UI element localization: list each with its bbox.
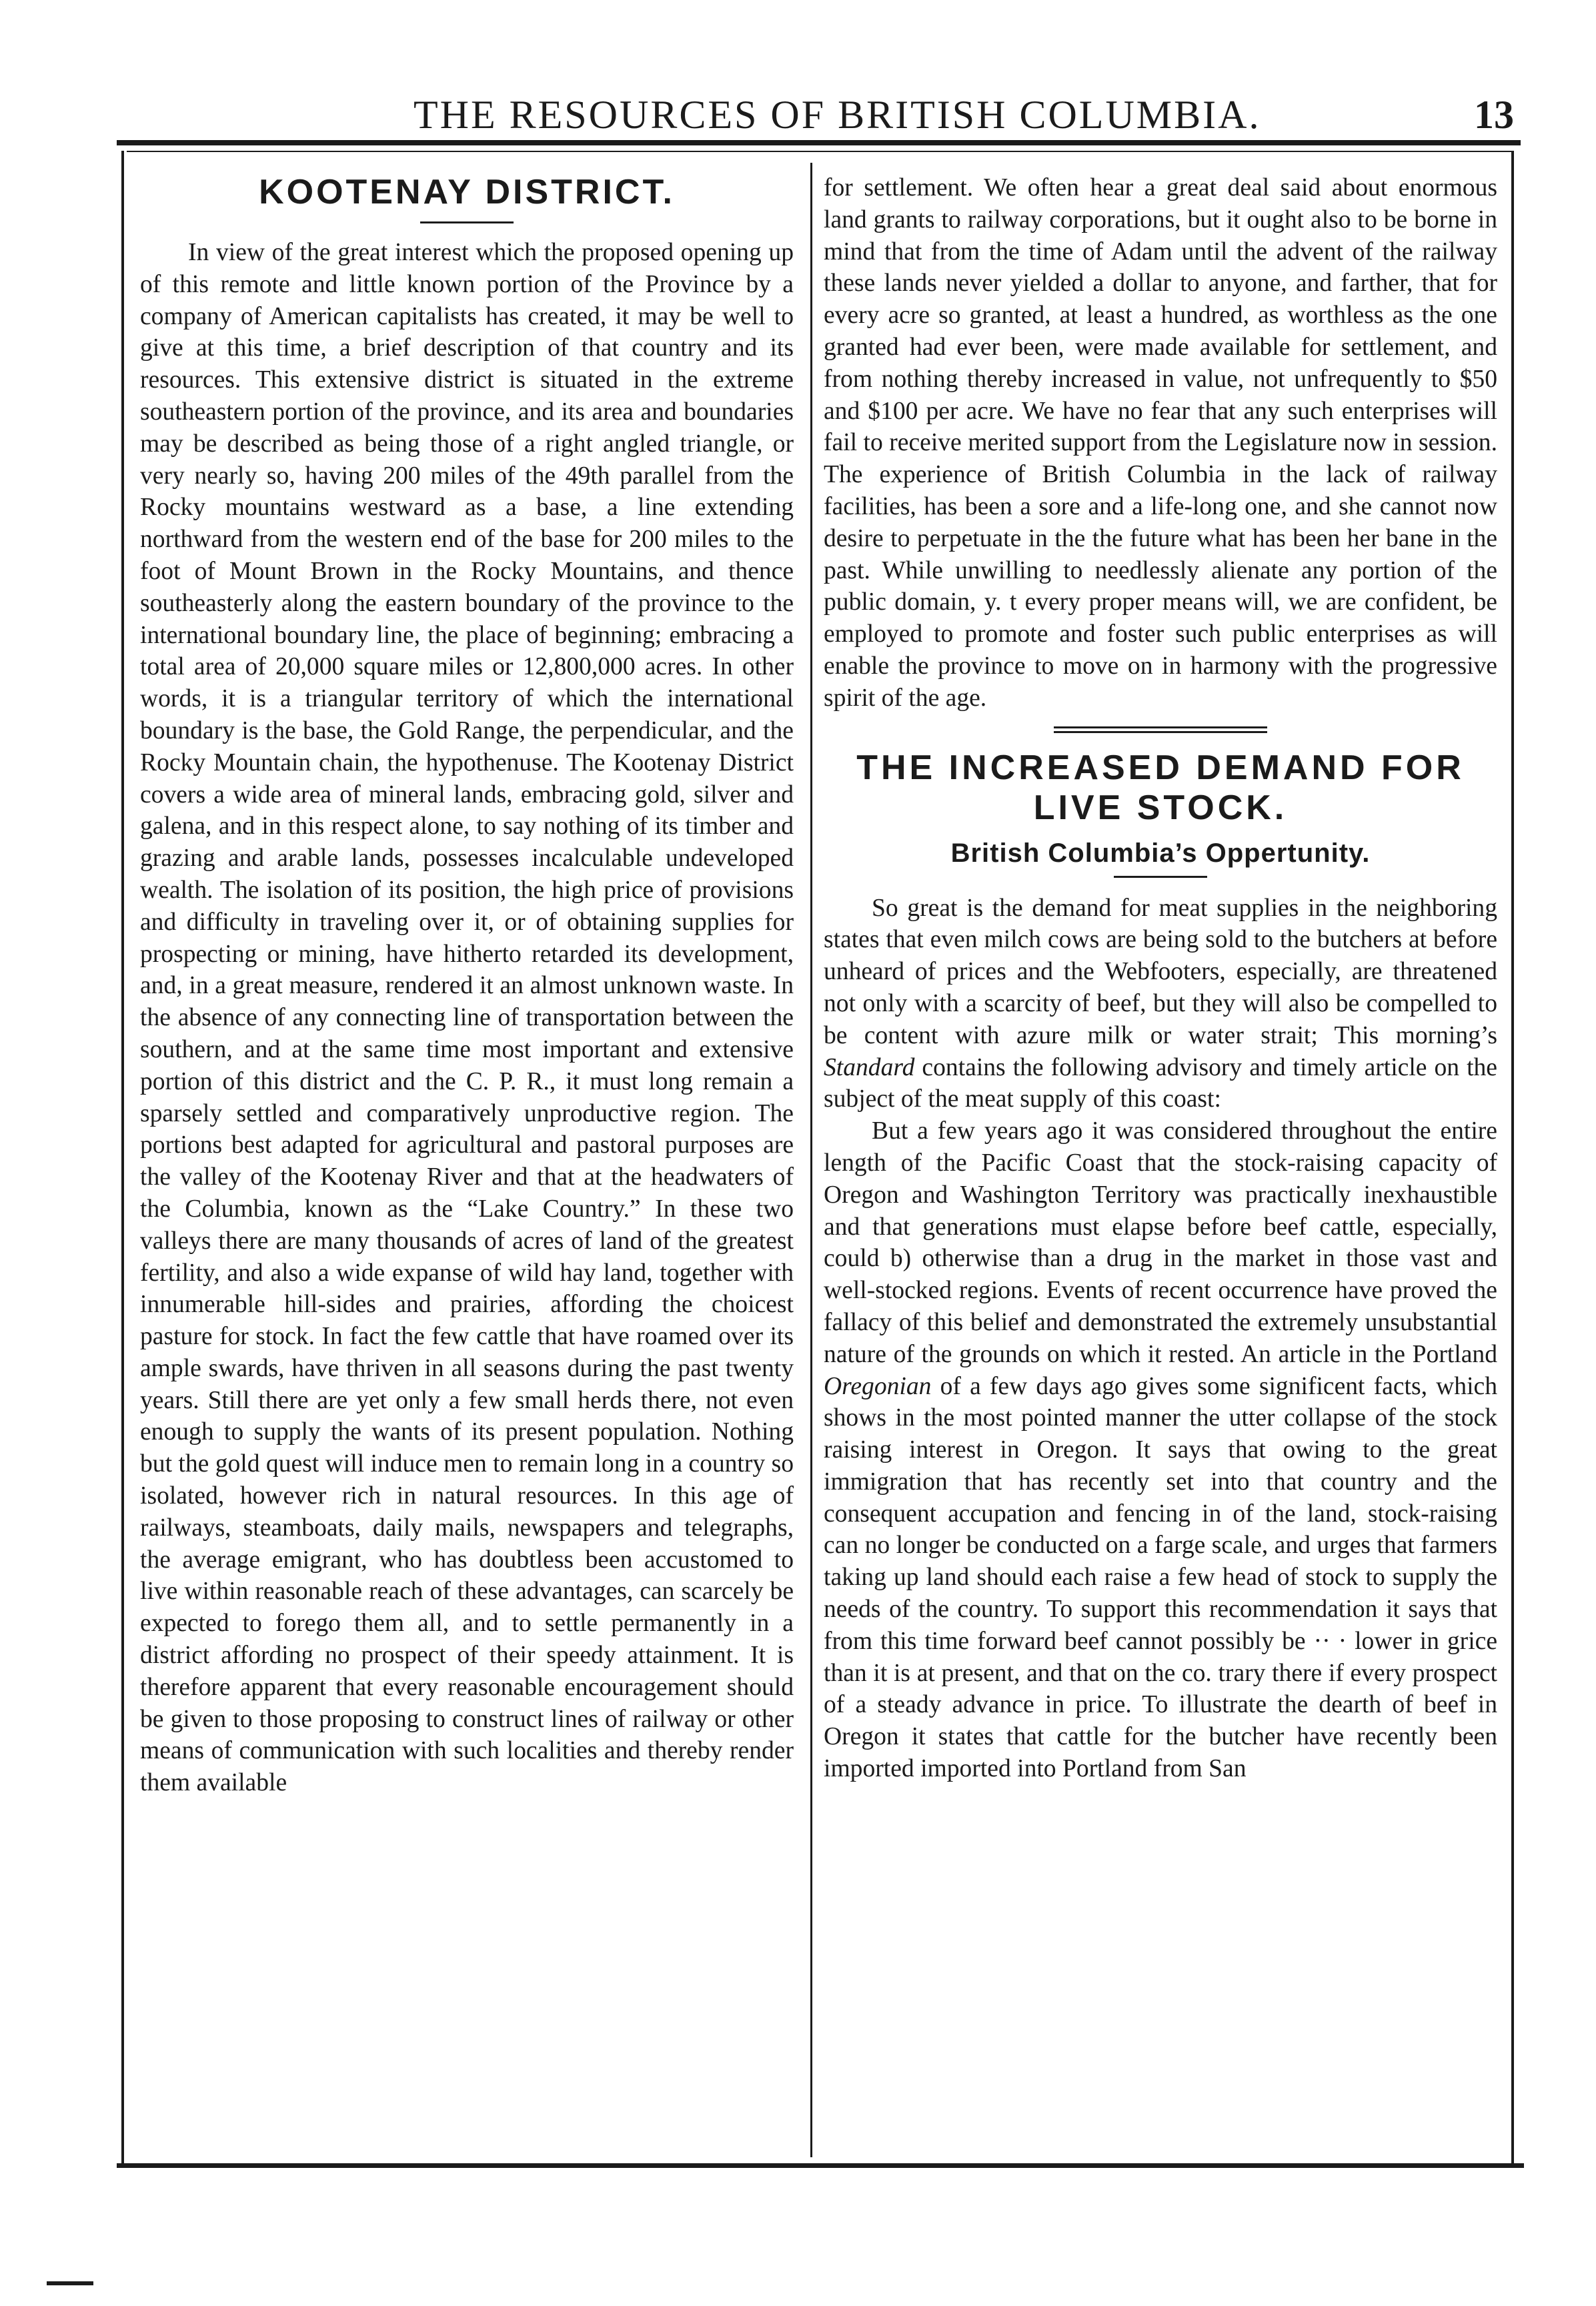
paragraph-2-text-b: of a few days ago gives some significent facts, which shows in the most pointed manner the utter collapse of the stock raising interest in Oregon. It says that owing to the great immigration that has recently set into that country and the consequent accupation and fencing in of the land, stock-raising can no longer be conducted on a farge scale, and urges that farmers taking up land should each raise a few head of stock to supply the needs of the country. To support this recommendation it says that from this time forward beef cannot possibly be ·· · lower in grice than it is at present, and that on the co. trary there if every prospect of a steady advance in price. To illustrate the dearth of beef in Oregon it states that cattle for the butcher have recently been imported imported into Portland from San bbox=[824, 1372, 1497, 1783]
paragraph-1-text-a: So great is the demand for meat supplies in the neighboring states that even milch cows are being sold to the butchers at before unheard of prices and the Webfooters, especially, are threatened not only with a scarcity of beef, but they will also be compelled to be content with azure milk or water strait; This morning’s bbox=[824, 894, 1497, 1049]
standard-newspaper-name: Standard bbox=[824, 1053, 915, 1081]
live-stock-paragraph-2 bbox=[824, 1115, 1497, 1785]
paragraph-1-text-b: contains the following advisory and timely article on the subject of the meat supply of this coast: bbox=[824, 1053, 1497, 1113]
live-stock-paragraph-1 bbox=[824, 893, 1497, 1116]
right-column bbox=[824, 172, 1497, 1785]
heading-underline bbox=[420, 221, 514, 223]
section-separator bbox=[1054, 726, 1267, 733]
kootenay-article-continuation: for settlement. We often hear a great deal said about enormous land grants to railway corporations, but it ought also to be borne in mind that from the time of Adam until the advent of the railway these lands never yielded a dollar to anyone, and farther, that for every acre so granted, at least a hundred, as worthless as the one granted had ever been, were made available for settlement, and from nothing thereby increased in value, not unfrequently to $50 and $100 per acre. We have no fear that any such enterprises will fail to receive merited support from the Legislature now in session. The experience of British Columbia in the lack of railway facilities, has been a sore and a life-long one, and she cannot now desire to perpetuate in the the future what has been her bane in the past. While unwilling to needlessly alienate any portion of the public domain, y. t every proper means will, we are confident, be employed to promote and foster such public enterprises as will enable the province to move on in harmony with the progressive spirit of the age. bbox=[824, 174, 1497, 712]
right-border-rule bbox=[1511, 151, 1514, 2165]
running-header bbox=[0, 92, 1596, 145]
live-stock-subheading: British Columbia’s Oppertunity. bbox=[950, 838, 1371, 868]
top-border-inner-rule bbox=[127, 151, 1514, 152]
top-border-rule bbox=[117, 140, 1521, 145]
left-border-rule bbox=[121, 151, 124, 2165]
bottom-border-rule bbox=[117, 2163, 1524, 2168]
paragraph-2-text-a: But a few years ago it was considered throughout the entire length of the Pacific Coast that the stock-raising capacity of Oregon and Washington Territory was practically inexhaustible and that generations must elapse before beef cattle, especially, could b) otherwise than a drug in the market in those vast and well-stocked regions. Events of recent occurrence have proved the fallacy of this belief and demonstrated the extremely unsubstantial nature of the grounds on which it rested. An article in the Portland bbox=[824, 1117, 1497, 1368]
kootenay-article-paragraph: In view of the great interest which the proposed opening up of this remote and little known portion of the Province by a company of American capitalists has created, it may be well to give at this time, a brief description of that country and its resources. This extensive district is situated in the extreme southeastern portion of the province, and its area and boundaries may be described as being those of a right angled triangle, or very nearly so, having 200 miles of the 49th parallel from the Rocky mountains westward as a base, a line extending northward from the western end of the base for 200 miles to the foot of Mount Brown in the Rocky Mountains, and thence southeasterly along the eastern boundary of the province to the international boundary line, the place of beginning; embracing a total area of 20,000 square miles or 12,800,000 acres. In other words, it is a triangular territory of which the international boundary is the base, the Gold Range, the perpendicular, and the Rocky Mountain chain, the hypothenuse. The Kootenay District covers a wide area of mineral lands, embracing gold, silver and galena, and in this respect alone, to say nothing of its timber and grazing and arable lands, possesses incalculable undeveloped wealth. The isolation of its position, the high price of provisions and difficulty in traveling over it, or of obtaining supplies for prospecting or mining, have hitherto retarded its development, and, in a great measure, rendered it an almost unknown waste. In the absence of any connecting line of transportation between the southern, and at the same time most important and extensive portion of this district and the C. P. R., it must long remain a sparsely settled and comparatively unproductive region. The portions best adapted for agricultural and pastoral purposes are the valley of the Kootenay River and that at the headwaters of the Columbia, known as the “Lake Country.” In these two valleys there are many thousands of acres of land of the greatest fertility, and also a wide expanse of wild hay land, together with innumerable hill-sides and prairies, affording the choicest pasture for stock. In fact the few cattle that have roamed over its ample swards, have thriven in all seasons during the past twenty years. Still there are yet only a few small herds there, not even enough to supply the wants of its present population. Nothing but the gold quest will induce men to remain long in a country so isolated, however rich in natural resources. In this age of railways, steamboats, daily mails, newspapers and telegraphs, the average emigrant, who has doubtless been accustomed to live within reasonable reach of these advantages, can scarcely be expected to forego them all, and to settle permanently in a district affording no prospect of their speedy attainment. It is therefore apparent that every reasonable encouragement should be given to those proposing to construct lines of railway or other means of communication with such localities and thereby render them available bbox=[140, 239, 794, 1797]
subheading-underline bbox=[1114, 876, 1207, 878]
footer-mark bbox=[47, 2281, 93, 2285]
page-number: 13 bbox=[1474, 93, 1514, 137]
oregonian-newspaper-name: Oregonian bbox=[824, 1372, 932, 1400]
publication-title: THE RESOURCES OF BRITISH COLUMBIA. bbox=[414, 93, 1261, 137]
live-stock-heading: THE INCREASED DEMAND FOR LIVE STOCK. bbox=[856, 748, 1465, 827]
kootenay-heading: KOOTENAY DISTRICT. bbox=[259, 173, 675, 211]
left-column bbox=[140, 172, 794, 1799]
column-divider-rule bbox=[810, 163, 812, 2157]
